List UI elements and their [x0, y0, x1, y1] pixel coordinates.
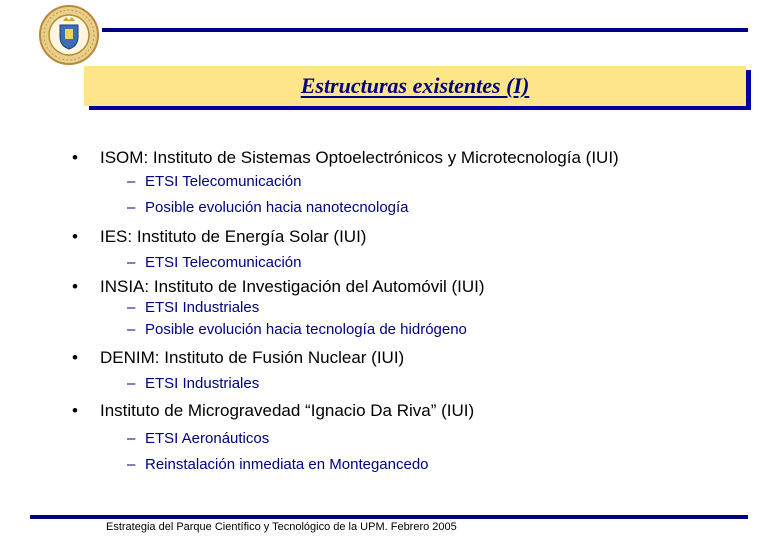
sub-item	[127, 456, 429, 473]
bullet-text: DENIM: Instituto de Fusión Nuclear (IUI)	[100, 348, 405, 367]
upm-seal-icon	[39, 5, 99, 65]
bullet-item	[72, 148, 619, 168]
sub-text: ETSI Industriales	[145, 299, 260, 316]
sub-item	[127, 299, 259, 316]
bullet-text: INSIA: Instituto de Investigación del Automóvil (IUI)	[100, 277, 485, 296]
footer-rule	[30, 515, 748, 519]
dash-symbol: –	[127, 430, 136, 447]
university-seal-logo	[39, 5, 99, 65]
sub-text: ETSI Aeronáuticos	[145, 430, 270, 447]
bullet-text: Instituto de Microgravedad “Ignacio Da Riva” (IUI)	[100, 401, 475, 420]
bullet-symbol: •	[72, 227, 78, 246]
header-rule	[102, 28, 748, 32]
sub-text: Posible evolución hacia nanotecnología	[145, 199, 409, 216]
dash-symbol: –	[127, 173, 136, 190]
sub-item	[127, 173, 301, 190]
bullet-item	[72, 277, 485, 297]
bullet-text: IES: Instituto de Energía Solar (IUI)	[100, 227, 367, 246]
dash-symbol: –	[127, 321, 136, 338]
sub-text: ETSI Telecomunicación	[145, 254, 302, 271]
bullet-item	[72, 227, 366, 247]
dash-symbol: –	[127, 199, 136, 216]
title-banner	[84, 66, 746, 106]
dash-symbol: –	[127, 375, 136, 392]
slide-title: Estructuras existentes (I)	[300, 73, 530, 98]
sub-item	[127, 430, 269, 447]
dash-symbol: –	[127, 299, 136, 316]
bullet-item	[72, 348, 404, 368]
sub-item	[127, 254, 301, 271]
bullet-symbol: •	[72, 148, 78, 167]
bullet-symbol: •	[72, 348, 78, 367]
bullet-symbol: •	[72, 277, 78, 296]
sub-text: Posible evolución hacia tecnología de hidrógeno	[145, 321, 467, 338]
slide-footer: Estrategia del Parque Científico y Tecnológico de la UPM. Febrero 2005	[106, 521, 457, 533]
bullet-symbol: •	[72, 401, 78, 420]
bullet-text: ISOM: Instituto de Sistemas Optoelectrónicos y Microtecnología (IUI)	[100, 148, 619, 167]
sub-text: ETSI Industriales	[145, 375, 260, 392]
sub-item	[127, 375, 259, 392]
sub-text: Reinstalación inmediata en Montegancedo	[145, 456, 429, 473]
bullet-item	[72, 401, 474, 421]
dash-symbol: –	[127, 254, 136, 271]
sub-item	[127, 199, 409, 216]
dash-symbol: –	[127, 456, 136, 473]
sub-text: ETSI Telecomunicación	[145, 173, 302, 190]
sub-item	[127, 321, 467, 338]
